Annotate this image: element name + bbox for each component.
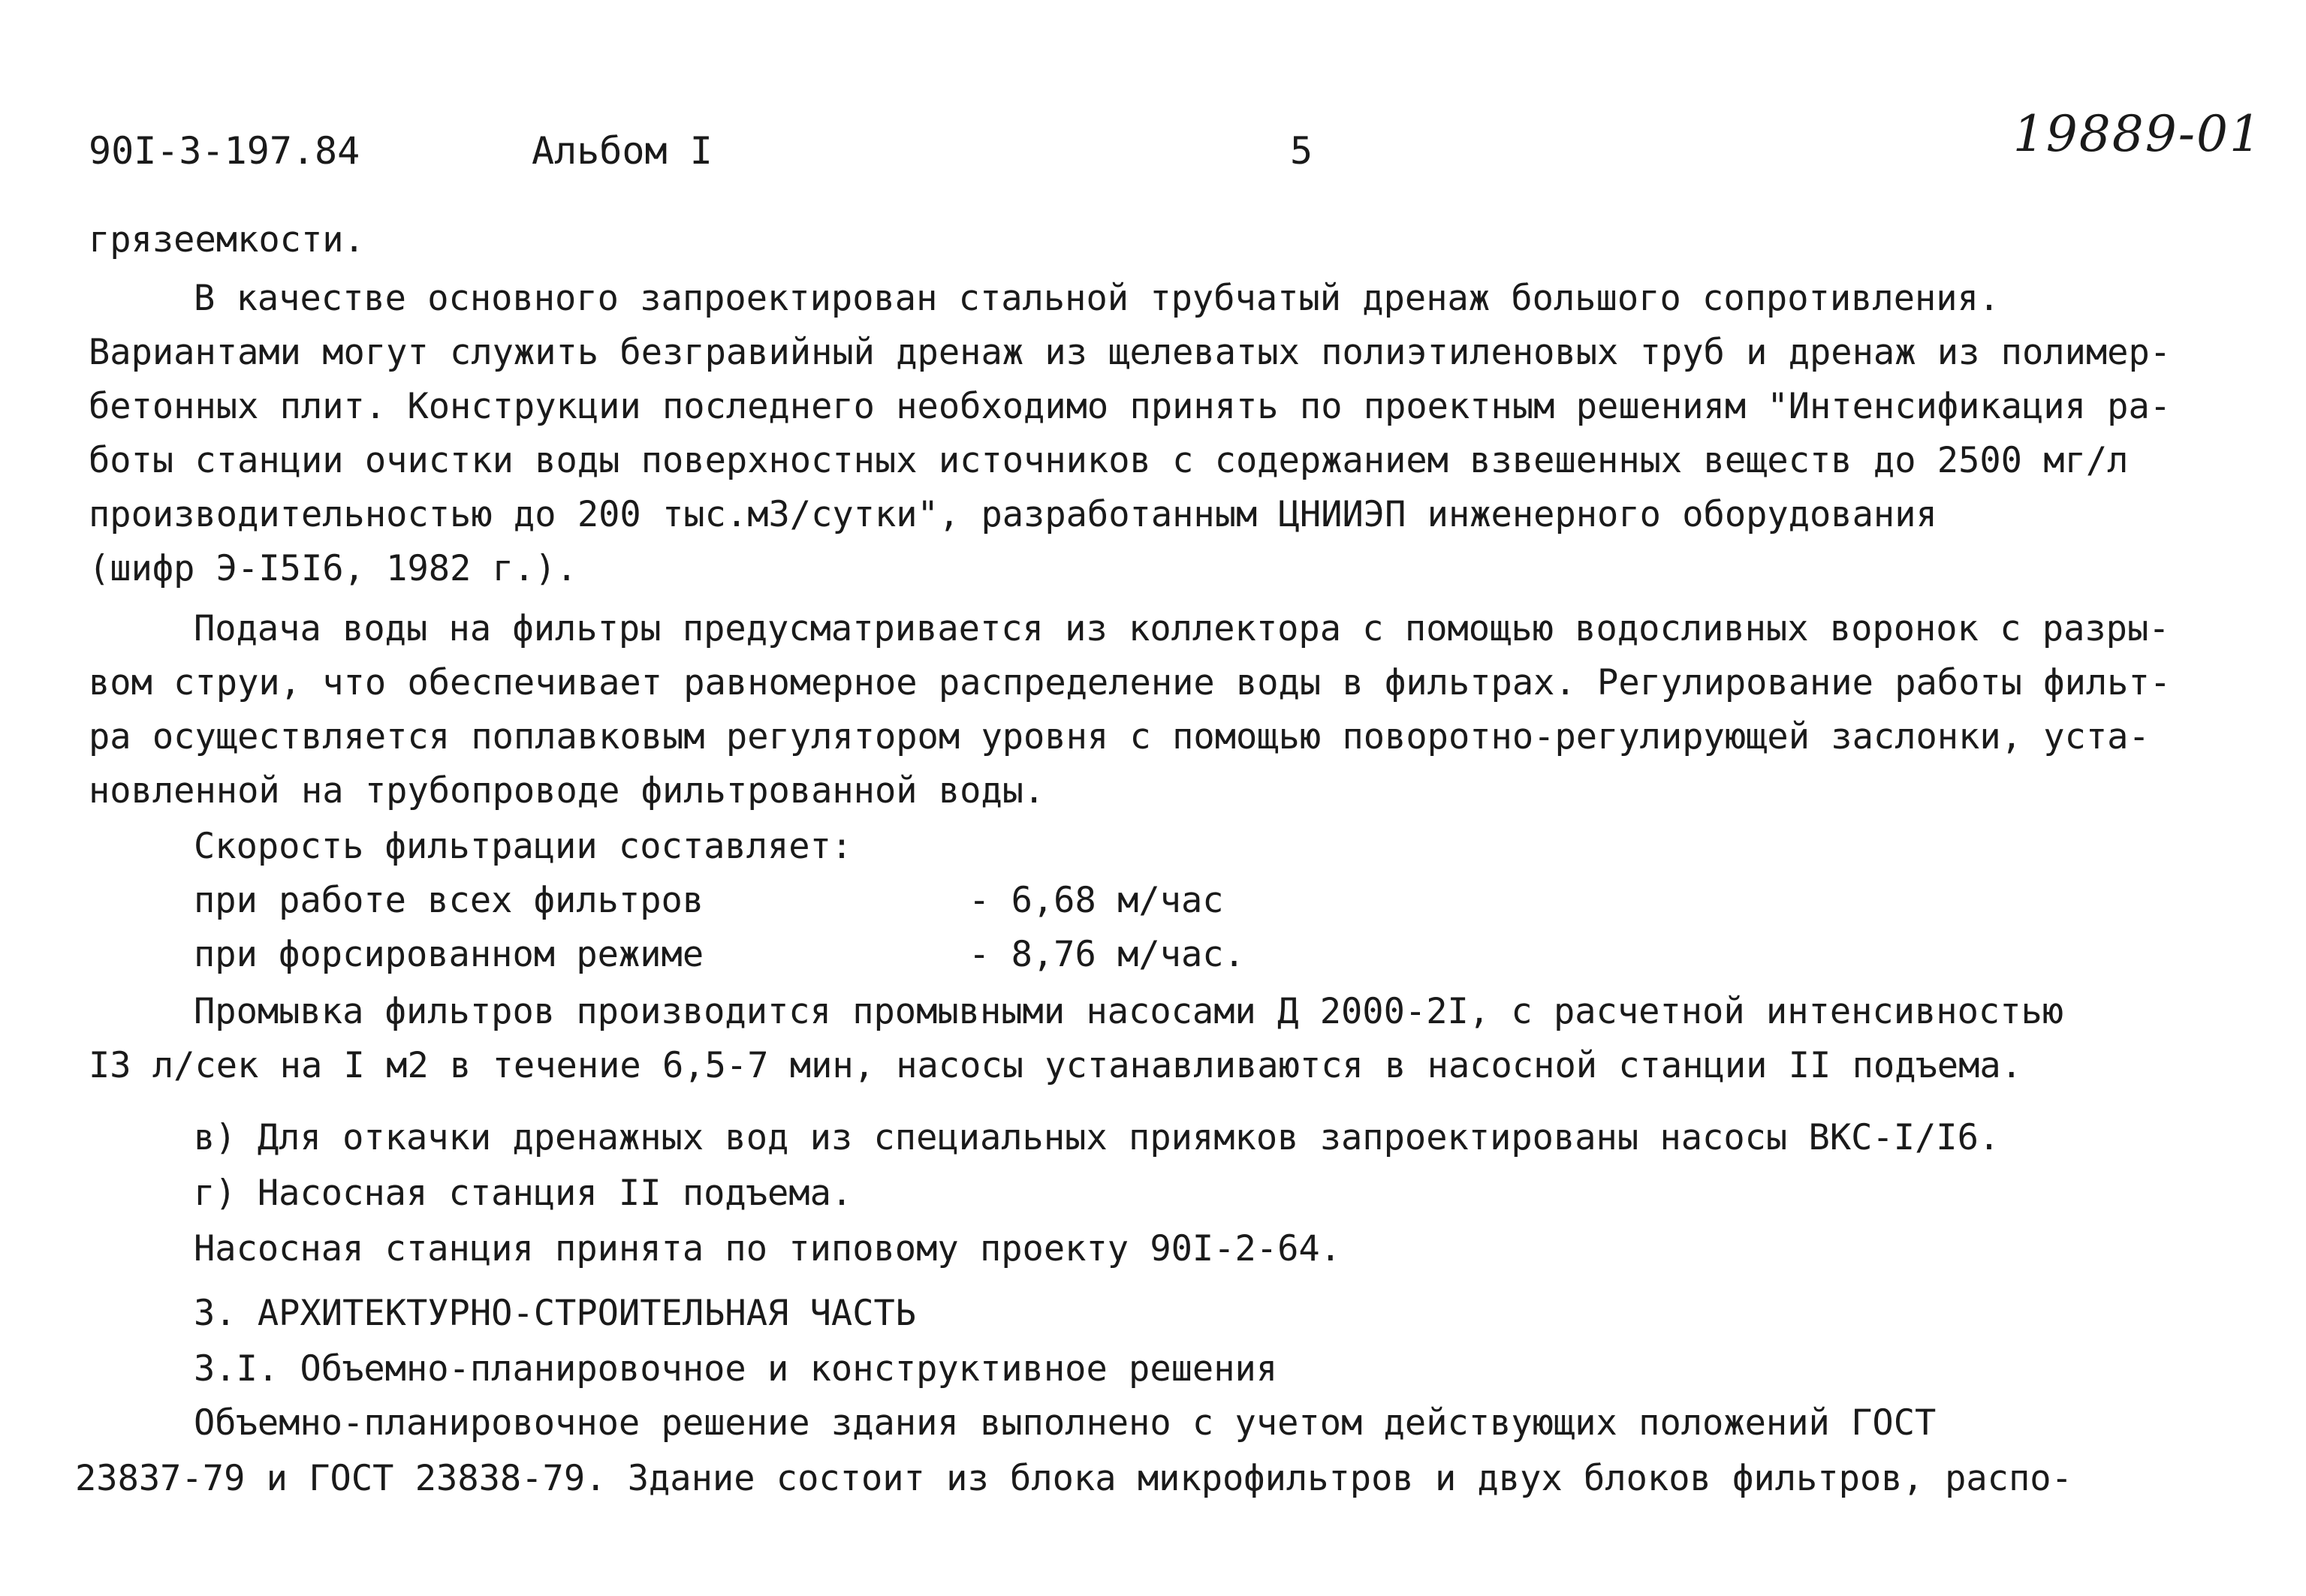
rate-value: - 6,68 м/час bbox=[969, 880, 1224, 921]
text-line: 23837-79 и ГОСТ 23838-79. Здание состоит из блока микрофильтров и двух блоков фильтров, распо- bbox=[75, 1458, 2072, 1499]
text-line: Вариантами могут служить безгравийный дренаж из щелеватых полиэтиленовых труб и дренаж из полимер- bbox=[89, 332, 2172, 373]
text-line: В качестве основного запроектирован стальной трубчатый дренаж большого сопротивления. bbox=[194, 278, 2000, 319]
text-line: Промывка фильтров производится промывными насосами Д 2000-2I, с расчетной интенсивностью bbox=[194, 991, 2064, 1032]
text-line: бетонных плит. Конструкции последнего необходимо принять по проектным решениям "Интенсификация ра- bbox=[89, 386, 2172, 427]
text-line: новленной на трубопроводе фильтрованной воды. bbox=[89, 770, 1045, 812]
document-code: 90I-3-197.84 bbox=[89, 129, 360, 173]
text-line: Скорость фильтрации составляет: bbox=[194, 826, 853, 867]
text-line: г) Насосная станция II подъема. bbox=[194, 1173, 853, 1214]
text-line: вом струи, что обеспечивает равномерное распределение воды в фильтрах. Регулирование работы фильт- bbox=[89, 662, 2172, 703]
rate-value: - 8,76 м/час. bbox=[969, 934, 1245, 975]
text-line: грязеемкости. bbox=[89, 219, 365, 260]
text-line: I3 л/сек на I м2 в течение 6,5-7 мин, насосы устанавливаются в насосной станции II подъема. bbox=[89, 1045, 2022, 1086]
text-line: (шифр Э-I5I6, 1982 г.). bbox=[89, 548, 577, 589]
rate-label: при работе всех фильтров bbox=[194, 880, 704, 921]
page-number: 5 bbox=[1290, 129, 1313, 173]
text-line: Подача воды на фильтры предусматривается из коллектора с помощью водосливных воронок с разры- bbox=[194, 608, 2170, 649]
text-line: ра осуществляется поплавковым регулятором уровня с помощью поворотно-регулирующей заслонки, уста- bbox=[89, 716, 2150, 757]
text-line: производительностью до 200 тыс.м3/сутки", разработанным ЦНИИЭП инженерного оборудования bbox=[89, 494, 1937, 535]
text-line: Объемно-планировочное решение здания выполнено с учетом действующих положений ГОСТ bbox=[194, 1402, 1937, 1444]
sheet-number: 19889-01 bbox=[2012, 105, 2262, 163]
album-label: Альбом I bbox=[532, 129, 713, 173]
text-line: Насосная станция принята по типовому проекту 90I-2-64. bbox=[194, 1228, 1342, 1269]
rate-label: при форсированном режиме bbox=[194, 934, 704, 975]
section-heading: 3. АРХИТЕКТУРНО-СТРОИТЕЛЬНАЯ ЧАСТЬ bbox=[194, 1293, 917, 1334]
text-line: боты станции очистки воды поверхностных источников с содержанием взвешенных веществ до 2500 мг/л bbox=[89, 440, 2129, 481]
subsection-heading: 3.I. Объемно-планировочное и конструктивное решения bbox=[194, 1348, 1278, 1390]
text-line: в) Для откачки дренажных вод из специальных приямков запроектированы насосы ВКС-I/I6. bbox=[194, 1117, 2000, 1158]
